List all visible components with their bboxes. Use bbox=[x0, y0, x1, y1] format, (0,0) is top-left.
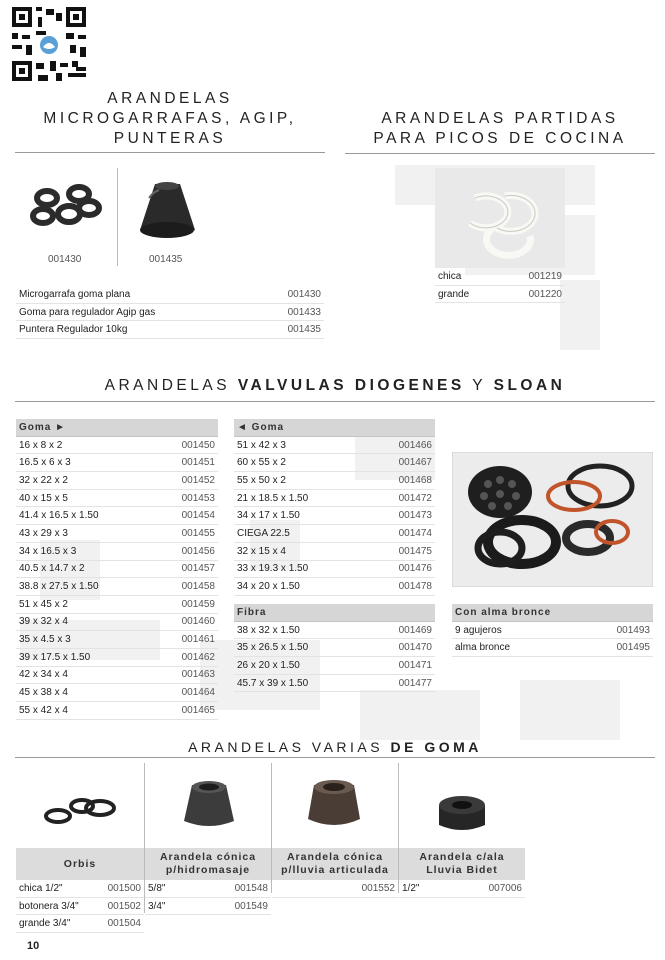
item-name: 32 x 15 x 4 bbox=[234, 542, 367, 560]
item-name: 60 x 55 x 2 bbox=[234, 454, 367, 472]
item-name: 35 x 26.5 x 1.50 bbox=[234, 639, 367, 657]
goma-right-table bbox=[234, 419, 435, 596]
item-name: 1/2" bbox=[399, 880, 446, 897]
table-row bbox=[16, 321, 324, 339]
item-code: 001468 bbox=[367, 472, 435, 490]
table-row bbox=[452, 621, 653, 639]
item-name: 55 x 50 x 2 bbox=[234, 472, 367, 490]
photo-code: 001435 bbox=[149, 254, 183, 265]
table-row bbox=[16, 507, 218, 525]
item-code: 001430 bbox=[257, 286, 324, 303]
item-code: 001458 bbox=[154, 578, 218, 596]
table-row bbox=[234, 560, 435, 578]
table-row bbox=[234, 507, 435, 525]
partidas-table bbox=[435, 268, 565, 303]
item-name: 38.8 x 27.5 x 1.50 bbox=[16, 578, 154, 596]
item-code: 001478 bbox=[367, 578, 435, 596]
table-row bbox=[145, 897, 271, 915]
section-rule bbox=[15, 401, 655, 402]
table-row bbox=[272, 880, 398, 897]
item-name: Puntera Regulador 10kg bbox=[16, 321, 257, 339]
item-code: 001549 bbox=[192, 897, 271, 915]
title-part: ARANDELAS VARIAS bbox=[188, 739, 391, 755]
item-name: grande 3/4" bbox=[16, 915, 96, 933]
table-row bbox=[234, 639, 435, 657]
table-row bbox=[452, 639, 653, 657]
table-row bbox=[16, 489, 218, 507]
item-name: 39 x 17.5 x 1.50 bbox=[16, 648, 154, 666]
title-line: PUNTERAS bbox=[113, 130, 227, 147]
item-name: chica 1/2" bbox=[16, 880, 96, 897]
section-rule bbox=[15, 757, 655, 758]
item-code: 001453 bbox=[154, 489, 218, 507]
column-header-conica bbox=[145, 848, 271, 880]
table-row bbox=[234, 489, 435, 507]
title-line: MICROGARRAFAS, AGIP, bbox=[43, 110, 297, 127]
section-rule bbox=[345, 153, 655, 154]
table-row bbox=[16, 648, 218, 666]
item-code: 001433 bbox=[257, 303, 324, 321]
table-row bbox=[16, 525, 218, 543]
split-washers-photo bbox=[435, 168, 565, 268]
item-code: 001452 bbox=[154, 472, 218, 490]
table-row bbox=[16, 702, 218, 720]
qr-code-icon bbox=[10, 5, 88, 83]
item-code: 001455 bbox=[154, 525, 218, 543]
table-row bbox=[234, 525, 435, 543]
item-code: 001475 bbox=[367, 542, 435, 560]
item-code: 001454 bbox=[154, 507, 218, 525]
table-row bbox=[16, 303, 324, 321]
title-line: ARANDELAS PARTIDAS bbox=[381, 110, 619, 127]
orbis-table bbox=[16, 880, 144, 933]
table-row bbox=[234, 621, 435, 639]
item-code: 001460 bbox=[154, 613, 218, 631]
title-bold: DE GOMA bbox=[390, 739, 482, 755]
table-row bbox=[16, 915, 144, 933]
item-name: 35 x 4.5 x 3 bbox=[16, 631, 154, 649]
table-header: ◄ Goma bbox=[234, 419, 435, 436]
item-code: 001456 bbox=[154, 542, 218, 560]
item-name: 16 x 8 x 2 bbox=[16, 436, 154, 454]
item-code: 001459 bbox=[154, 595, 218, 613]
item-code: 001493 bbox=[574, 621, 653, 639]
item-name: 45.7 x 39 x 1.50 bbox=[234, 674, 367, 692]
title-bold: SLOAN bbox=[493, 377, 566, 394]
table-row bbox=[16, 454, 218, 472]
item-name: 45 x 38 x 4 bbox=[16, 684, 154, 702]
table-row bbox=[234, 578, 435, 596]
item-name: CIEGA 22.5 bbox=[234, 525, 367, 543]
item-name: Microgarrafa goma plana bbox=[16, 286, 257, 303]
header-label: Arandela cónica bbox=[286, 851, 384, 863]
table-row bbox=[16, 436, 218, 454]
table-row bbox=[16, 666, 218, 684]
table-row bbox=[16, 542, 218, 560]
table-row bbox=[16, 286, 324, 303]
item-code: 001548 bbox=[192, 880, 271, 897]
item-code: 001464 bbox=[154, 684, 218, 702]
item-name: 16.5 x 6 x 3 bbox=[16, 454, 154, 472]
item-name: 34 x 17 x 1.50 bbox=[234, 507, 367, 525]
table-row bbox=[234, 472, 435, 490]
item-code: 001450 bbox=[154, 436, 218, 454]
table-row bbox=[16, 472, 218, 490]
valve-washers-photo bbox=[452, 452, 653, 587]
item-name bbox=[272, 880, 289, 897]
item-code: 001435 bbox=[257, 321, 324, 339]
item-code: 001461 bbox=[154, 631, 218, 649]
table-row bbox=[234, 454, 435, 472]
header-label: p/lluvia articulada bbox=[281, 864, 389, 876]
table-row bbox=[16, 880, 144, 897]
table-row bbox=[16, 897, 144, 915]
item-code: 001462 bbox=[154, 648, 218, 666]
articulated-washer-photo bbox=[304, 775, 364, 833]
partidas-title bbox=[345, 109, 655, 149]
item-code: 001466 bbox=[367, 436, 435, 454]
item-name: 5/8" bbox=[145, 880, 192, 897]
item-code: 001473 bbox=[367, 507, 435, 525]
header-label: p/hidromasaje bbox=[165, 864, 251, 876]
title-line: PARA PICOS DE COCINA bbox=[373, 130, 627, 147]
goma-left-table bbox=[16, 419, 218, 720]
item-code: 007006 bbox=[446, 880, 525, 897]
column-header-orbis bbox=[16, 848, 144, 880]
table-row bbox=[399, 880, 525, 897]
item-code: 001465 bbox=[154, 702, 218, 720]
item-code: 001451 bbox=[154, 454, 218, 472]
item-name: 32 x 22 x 2 bbox=[16, 472, 154, 490]
microgarrafas-title bbox=[20, 89, 320, 149]
item-code: 001471 bbox=[367, 657, 435, 675]
item-name: 40 x 15 x 5 bbox=[16, 489, 154, 507]
item-name: 41.4 x 16.5 x 1.50 bbox=[16, 507, 154, 525]
item-code: 001474 bbox=[367, 525, 435, 543]
cone-puntera-photo bbox=[135, 178, 200, 243]
page-number: 10 bbox=[27, 940, 40, 952]
photo-code: 001430 bbox=[48, 254, 82, 265]
column-header-bidet bbox=[399, 848, 525, 880]
item-name: 40.5 x 14.7 x 2 bbox=[16, 560, 154, 578]
item-name: chica bbox=[435, 268, 498, 285]
orbis-washers-photo bbox=[40, 790, 120, 830]
flat-washers-photo bbox=[25, 180, 105, 235]
table-row bbox=[234, 674, 435, 692]
table-row bbox=[16, 684, 218, 702]
fibra-table bbox=[234, 604, 435, 692]
item-code: 001502 bbox=[96, 897, 144, 915]
section-rule bbox=[15, 152, 325, 153]
bidet-washer-photo bbox=[433, 785, 491, 837]
item-code: 001500 bbox=[96, 880, 144, 897]
table-row bbox=[145, 880, 271, 897]
table-row bbox=[16, 613, 218, 631]
item-code: 001469 bbox=[367, 621, 435, 639]
microgarrafas-table bbox=[16, 286, 324, 339]
title-line: ARANDELAS bbox=[107, 90, 233, 107]
table-header: Goma ► bbox=[16, 419, 218, 436]
photo-divider bbox=[117, 168, 118, 266]
item-name: 3/4" bbox=[145, 897, 192, 915]
item-name: Goma para regulador Agip gas bbox=[16, 303, 257, 321]
item-name: 26 x 20 x 1.50 bbox=[234, 657, 367, 675]
conical-washer-photo bbox=[180, 775, 238, 833]
table-row bbox=[16, 560, 218, 578]
item-name: alma bronce bbox=[452, 639, 574, 657]
header-label: Arandela cónica bbox=[159, 851, 257, 863]
item-code: 001220 bbox=[498, 285, 565, 303]
item-code: 001504 bbox=[96, 915, 144, 933]
header-label: Orbis bbox=[63, 857, 97, 870]
conica-table bbox=[145, 880, 271, 915]
table-header: Fibra bbox=[234, 604, 435, 621]
table-row bbox=[234, 542, 435, 560]
title-part: Y bbox=[464, 377, 494, 394]
table-row bbox=[234, 436, 435, 454]
item-code: 001552 bbox=[289, 880, 398, 897]
item-name: 55 x 42 x 4 bbox=[16, 702, 154, 720]
item-name: 43 x 29 x 3 bbox=[16, 525, 154, 543]
lluvia-table bbox=[272, 880, 398, 898]
table-row bbox=[16, 578, 218, 596]
item-code: 001495 bbox=[574, 639, 653, 657]
item-name: 51 x 42 x 3 bbox=[234, 436, 367, 454]
item-name: 9 agujeros bbox=[452, 621, 574, 639]
item-name: 51 x 45 x 2 bbox=[16, 595, 154, 613]
item-code: 001470 bbox=[367, 639, 435, 657]
item-name: grande bbox=[435, 285, 498, 303]
item-name: 39 x 32 x 4 bbox=[16, 613, 154, 631]
column-header-lluvia bbox=[272, 848, 398, 880]
item-code: 001457 bbox=[154, 560, 218, 578]
table-row bbox=[435, 268, 565, 285]
item-code: 001476 bbox=[367, 560, 435, 578]
item-name: 34 x 16.5 x 3 bbox=[16, 542, 154, 560]
table-header: Con alma bronce bbox=[452, 604, 653, 621]
item-name: 33 x 19.3 x 1.50 bbox=[234, 560, 367, 578]
item-code: 001477 bbox=[367, 674, 435, 692]
bronce-table bbox=[452, 604, 653, 657]
item-name: 21 x 18.5 x 1.50 bbox=[234, 489, 367, 507]
bidet-table bbox=[399, 880, 525, 898]
table-row bbox=[16, 595, 218, 613]
varias-title bbox=[15, 737, 655, 757]
title-bold: VALVULAS DIOGENES bbox=[237, 377, 465, 394]
item-code: 001219 bbox=[498, 268, 565, 285]
header-label: Arandela c/ala bbox=[419, 851, 505, 863]
table-row bbox=[435, 285, 565, 303]
item-code: 001467 bbox=[367, 454, 435, 472]
item-name: 38 x 32 x 1.50 bbox=[234, 621, 367, 639]
table-row bbox=[234, 657, 435, 675]
header-label: Lluvia Bidet bbox=[426, 864, 498, 876]
item-name: 42 x 34 x 4 bbox=[16, 666, 154, 684]
diogenes-title bbox=[15, 376, 655, 396]
item-name: 34 x 20 x 1.50 bbox=[234, 578, 367, 596]
table-row bbox=[16, 631, 218, 649]
item-code: 001472 bbox=[367, 489, 435, 507]
title-part: ARANDELAS bbox=[104, 377, 238, 394]
item-code: 001463 bbox=[154, 666, 218, 684]
item-name: botonera 3/4" bbox=[16, 897, 96, 915]
